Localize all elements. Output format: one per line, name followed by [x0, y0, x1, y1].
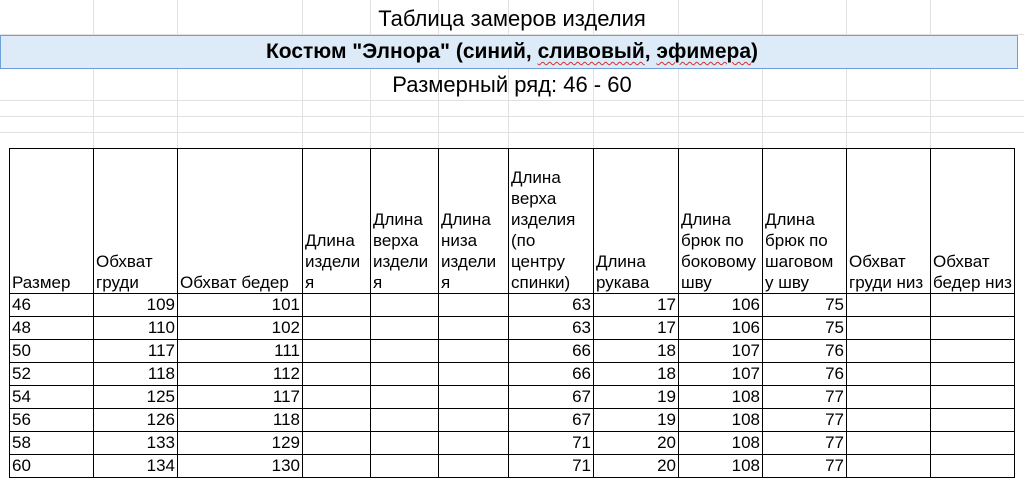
- table-cell[interactable]: [439, 432, 509, 455]
- table-cell[interactable]: 66: [509, 363, 594, 386]
- product-name-mid: ,: [644, 40, 657, 63]
- table-cell[interactable]: 58: [10, 432, 94, 455]
- table-cell[interactable]: 52: [10, 363, 94, 386]
- table-cell[interactable]: 108: [679, 409, 763, 432]
- table-row: [10, 432, 1015, 455]
- table-cell[interactable]: 71: [509, 455, 594, 478]
- table-cell[interactable]: [931, 455, 1015, 478]
- table-cell[interactable]: 75: [763, 317, 847, 340]
- table-cell[interactable]: 66: [509, 340, 594, 363]
- table-cell[interactable]: 67: [509, 409, 594, 432]
- table-cell[interactable]: 46: [10, 294, 94, 317]
- table-cell[interactable]: 126: [94, 409, 178, 432]
- table-cell[interactable]: 63: [509, 294, 594, 317]
- table-cell[interactable]: 111: [178, 340, 303, 363]
- spellcheck-word: сливовый: [537, 40, 645, 63]
- column-header[interactable]: Длина издели я: [303, 149, 371, 294]
- table-cell[interactable]: [371, 294, 439, 317]
- table-cell[interactable]: 129: [178, 432, 303, 455]
- sheet-gridline: [0, 132, 1024, 133]
- spellcheck-word: эфимера: [656, 40, 752, 63]
- table-cell[interactable]: [303, 409, 371, 432]
- table-cell[interactable]: 19: [594, 386, 679, 409]
- column-header[interactable]: Длина брюк по боковому шву: [679, 149, 763, 294]
- table-row: [10, 363, 1015, 386]
- table-cell[interactable]: 130: [178, 455, 303, 478]
- table-cell[interactable]: 18: [594, 363, 679, 386]
- table-cell[interactable]: 18: [594, 340, 679, 363]
- product-name-prefix: Костюм "Элнора" (синий,: [265, 40, 538, 63]
- table-cell[interactable]: 109: [94, 294, 178, 317]
- table-cell[interactable]: 118: [94, 363, 178, 386]
- table-cell[interactable]: 118: [178, 409, 303, 432]
- table-cell[interactable]: [847, 455, 931, 478]
- table-cell[interactable]: 17: [594, 317, 679, 340]
- column-header[interactable]: Длина верха изделия (по центру спинки): [509, 149, 594, 294]
- table-cell[interactable]: [847, 363, 931, 386]
- table-cell[interactable]: 76: [763, 340, 847, 363]
- table-cell[interactable]: 60: [10, 455, 94, 478]
- sheet-gridline: [0, 100, 1024, 101]
- table-cell[interactable]: 108: [679, 455, 763, 478]
- sheet-gridline: [0, 116, 1024, 117]
- product-name: [0, 35, 1024, 69]
- table-cell[interactable]: [931, 386, 1015, 409]
- table-row: [10, 455, 1015, 478]
- table-cell[interactable]: 106: [679, 294, 763, 317]
- table-cell[interactable]: [439, 317, 509, 340]
- size-range: Размерный ряд: 46 - 60: [392, 72, 632, 97]
- table-cell[interactable]: 71: [509, 432, 594, 455]
- table-cell[interactable]: [371, 340, 439, 363]
- table-cell[interactable]: 117: [94, 340, 178, 363]
- table-cell[interactable]: [847, 432, 931, 455]
- table-cell[interactable]: [371, 363, 439, 386]
- product-name-suffix: ): [751, 40, 759, 63]
- table-cell[interactable]: 101: [178, 294, 303, 317]
- column-header[interactable]: Обхват груди низ: [847, 149, 931, 294]
- sheet-title: Таблица замеров изделия: [378, 6, 646, 31]
- table-cell[interactable]: [371, 317, 439, 340]
- table-cell[interactable]: [439, 363, 509, 386]
- table-cell[interactable]: [931, 409, 1015, 432]
- table-cell[interactable]: [439, 409, 509, 432]
- table-cell[interactable]: [303, 455, 371, 478]
- table-cell[interactable]: 107: [679, 363, 763, 386]
- table-cell[interactable]: [439, 340, 509, 363]
- table-cell[interactable]: 76: [763, 363, 847, 386]
- table-cell[interactable]: 107: [679, 340, 763, 363]
- table-cell[interactable]: [439, 455, 509, 478]
- table-cell[interactable]: 77: [763, 455, 847, 478]
- table-cell[interactable]: 106: [679, 317, 763, 340]
- table-cell[interactable]: [303, 294, 371, 317]
- table-cell[interactable]: [303, 317, 371, 340]
- table-body: [10, 294, 1015, 478]
- table-cell[interactable]: 19: [594, 409, 679, 432]
- column-header[interactable]: Длина рукава: [594, 149, 679, 294]
- measurement-table: [9, 148, 1015, 478]
- table-cell[interactable]: [371, 455, 439, 478]
- table-cell[interactable]: 133: [94, 432, 178, 455]
- table-cell[interactable]: [371, 409, 439, 432]
- column-header[interactable]: Размер: [10, 149, 94, 294]
- column-header[interactable]: Длина низа издели я: [439, 149, 509, 294]
- table-row: [10, 409, 1015, 432]
- table-cell[interactable]: [439, 294, 509, 317]
- table-cell[interactable]: 110: [94, 317, 178, 340]
- table-row: [10, 317, 1015, 340]
- table-cell[interactable]: 75: [763, 294, 847, 317]
- table-cell[interactable]: [847, 386, 931, 409]
- column-header[interactable]: Длина брюк по шаговом у шву: [763, 149, 847, 294]
- table-cell[interactable]: [931, 294, 1015, 317]
- table-row: [10, 386, 1015, 409]
- table-cell[interactable]: 102: [178, 317, 303, 340]
- table-cell[interactable]: [303, 340, 371, 363]
- table-cell[interactable]: [303, 432, 371, 455]
- column-header[interactable]: Обхват бедер: [178, 149, 303, 294]
- table-row: [10, 294, 1015, 317]
- table-cell[interactable]: [371, 386, 439, 409]
- table-cell[interactable]: [847, 409, 931, 432]
- table-cell[interactable]: 63: [509, 317, 594, 340]
- table-cell[interactable]: [847, 340, 931, 363]
- table-cell[interactable]: [931, 432, 1015, 455]
- table-cell[interactable]: 77: [763, 432, 847, 455]
- table-cell[interactable]: 117: [178, 386, 303, 409]
- table-cell[interactable]: 20: [594, 455, 679, 478]
- table-cell[interactable]: [303, 386, 371, 409]
- table-cell[interactable]: 77: [763, 386, 847, 409]
- table-cell[interactable]: 112: [178, 363, 303, 386]
- table-cell[interactable]: [931, 340, 1015, 363]
- table-cell[interactable]: 56: [10, 409, 94, 432]
- column-header[interactable]: Обхват груди: [94, 149, 178, 294]
- table-cell[interactable]: 17: [594, 294, 679, 317]
- table-cell[interactable]: 77: [763, 409, 847, 432]
- table-cell[interactable]: [847, 317, 931, 340]
- table-cell[interactable]: [931, 363, 1015, 386]
- table-cell[interactable]: 54: [10, 386, 94, 409]
- table-cell[interactable]: 20: [594, 432, 679, 455]
- table-cell[interactable]: 108: [679, 386, 763, 409]
- table-cell[interactable]: [371, 432, 439, 455]
- table-row: [10, 340, 1015, 363]
- table-cell[interactable]: [847, 294, 931, 317]
- table-cell[interactable]: 48: [10, 317, 94, 340]
- table-cell[interactable]: [303, 363, 371, 386]
- column-header[interactable]: Длина верха издели я: [371, 149, 439, 294]
- table-cell[interactable]: 108: [679, 432, 763, 455]
- column-header[interactable]: Обхват бедер низ: [931, 149, 1015, 294]
- table-header-row: [10, 149, 1015, 294]
- table-cell[interactable]: 67: [509, 386, 594, 409]
- table-cell[interactable]: 50: [10, 340, 94, 363]
- table-cell[interactable]: 125: [94, 386, 178, 409]
- table-cell[interactable]: 134: [94, 455, 178, 478]
- table-cell[interactable]: [439, 386, 509, 409]
- table-cell[interactable]: [931, 317, 1015, 340]
